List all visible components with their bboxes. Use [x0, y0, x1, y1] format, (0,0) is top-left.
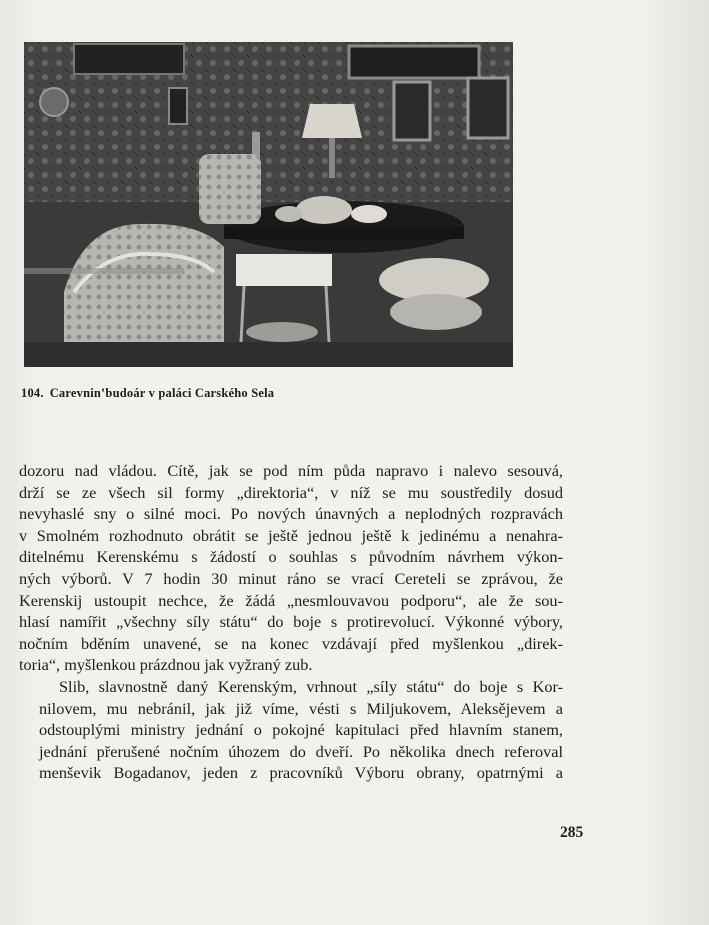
text-line: menševik Bogadanov, jeden z pracovníků Výboru obrany, opatrnými a — [39, 763, 563, 783]
text-line: drží se ze všech sil formy „direktoria“, v níž se mu soustředily dosud — [19, 482, 563, 502]
figure-caption-text: Carevninʽbudoár v paláci Carského Sela — [49, 386, 275, 400]
figure-caption — [21, 386, 421, 401]
text-line: toria“, myšlenkou prázdnou jak vyžraný zub. — [19, 655, 313, 675]
boudoir-photo-image — [24, 42, 513, 367]
paragraph-1 — [19, 460, 563, 676]
text-line: nilovem, mu nebránil, jak již víme, vésti s Miljukovem, Aleksějevem a — [39, 698, 563, 718]
text-line: jednání přerušené nočním úhozem do dveří. Po několika dnech referoval — [39, 741, 563, 761]
body-text — [19, 460, 563, 784]
text-line: dozoru nad vládou. Cítě, jak se pod ním půda napravo i nalevo sesouvá, — [19, 461, 563, 480]
text-line: Slib, slavnostně daný Kerenským, vrhnout „síly státu“ do boje s Kor- — [59, 676, 563, 696]
text-line: ných výborů. V 7 hodin 30 minut ráno se vrací Cereteli se zprávou, že — [19, 568, 563, 588]
figure-number: 104. — [21, 386, 44, 400]
page-number: 285 — [560, 824, 584, 841]
paragraph-2 — [19, 676, 563, 784]
text-line: nočním bděním unavené, se na konec vzdávají před myšlenkou „direk- — [19, 633, 563, 653]
text-line: hlasí namířit „všechny síly státu“ do boje s protirevolucí. Výkonné výbory, — [19, 612, 563, 632]
text-line: Kerenskij ustoupit nechce, že žádá „nesmlouvavou podporu“, ale že sou- — [19, 590, 563, 610]
text-line: nevyhaslé sny o silné moci. Po nových únavných a neplodných rozpravách — [19, 504, 563, 524]
figure-photo — [24, 42, 513, 367]
text-line: v Smolném rozhodnuto obrátit se ještě jednou ještě k jedinému a nenahra- — [19, 525, 563, 545]
text-line: odstouplými ministry jednání o pokojné kapitulaci před hlavním stanem, — [39, 720, 563, 740]
text-line: ditelnému Kerenskému s žádostí o souhlas s původním návrhem výkon- — [19, 547, 563, 567]
